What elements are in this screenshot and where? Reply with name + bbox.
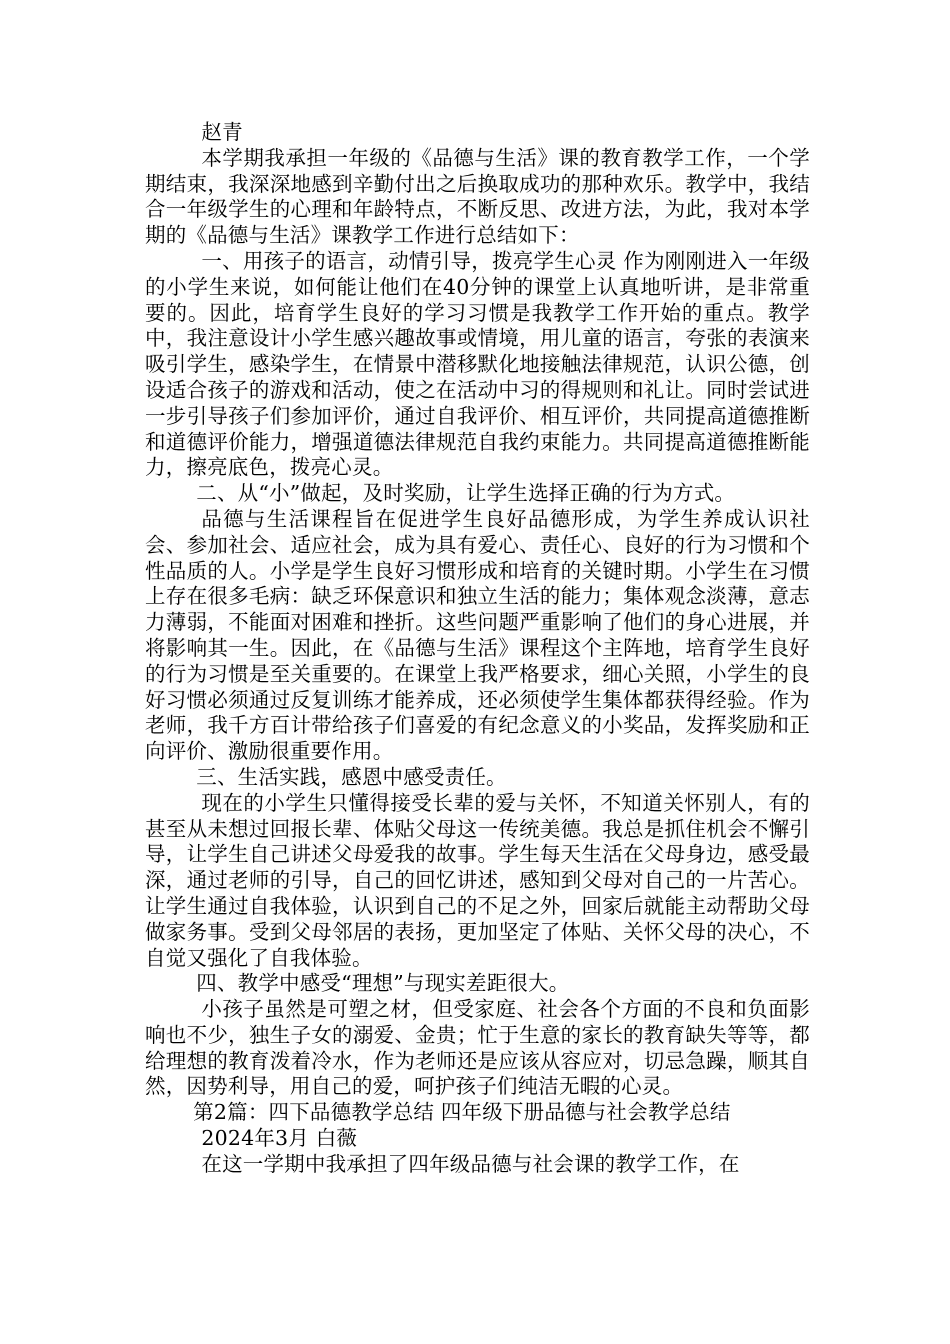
- article-two-title: 第2篇：四下品德教学总结 四年级下册品德与社会教学总结: [193, 1100, 731, 1125]
- author-name: 赵青: [201, 120, 243, 144]
- section-four-heading: 四、教学中感受“理想”与现实差距很大。: [196, 971, 570, 996]
- section-two-heading: 二、从“小”做起，及时奖励，让学生选择正确的行为方式。: [196, 481, 736, 506]
- article-two-opening-paragraph: 在这一学期中我承担了四年级品德与社会课的教学工作，在: [201, 1151, 740, 1176]
- section-four-paragraph: 小孩子虽然是可塑之材，但受家庭、社会各个方面的不良和负面影响也不少，独生子女的溺爱、金贵；忙于生意的家长的教育缺失等等，都给理想的教育泼着冷水，作为老师还是应该从容应对，切忌急躁，顺其自然，因势利导，用自己的爱，呵护孩子们纯洁无暇的心灵。: [145, 997, 810, 1099]
- section-three-heading: 三、生活实践，感恩中感受责任。: [196, 764, 507, 789]
- article-two-date-author: 2024年3月 白薇: [201, 1126, 358, 1151]
- document-page: [145, 120, 810, 1178]
- section-one-paragraph: 一、用孩子的语言，动情引导，拨亮学生心灵 作为刚刚进入一年级的小学生来说，如何能让他们在40分钟的课堂上认真地听讲，是非常重要的。因此，培育学生良好的学习习惯是我教学工作开始的重点。教学中，我注意设计小学生感兴趣故事或情境，用儿童的语言，夸张的表演来吸引学生，感染学生，在情景中潜移默化地接触法律规范，认识公德，创设适合孩子的游戏和活动，使之在活动中习的得规则和礼让。同时尝试进一步引导孩子们参加评价，通过自我评价、相互评价，共同提高道德推断和道德评价能力，增强道德法律规范自我约束能力。共同提高道德推断能力，擦亮底色，拨亮心灵。: [145, 248, 810, 480]
- section-two-paragraph: 品德与生活课程旨在促进学生良好品德形成，为学生养成认识社会、参加社会、适应社会，成为具有爱心、责任心、良好的行为习惯和个性品质的人。小学是学生良好习惯形成和培育的关键时期。小学生在习惯上存在很多毛病：缺乏环保意识和独立生活的能力；集体观念淡薄，意志力薄弱，不能面对困难和挫折。这些问题严重影响了他们的身心进展，并将影响其一生。因此，在《品德与生活》课程这个主阵地，培育学生良好的行为习惯是至关重要的。在课堂上我严格要求，细心关照，小学生的良好习惯必须通过反复训练才能养成，还必须使学生集体都获得经验。作为老师，我千方百计带给孩子们喜爱的有纪念意义的小奖品，发挥奖励和正向评价、激励很重要作用。: [145, 506, 810, 764]
- intro-paragraph: 本学期我承担一年级的《品德与生活》课的教育教学工作，一个学期结束，我深深地感到辛勤付出之后换取成功的那种欢乐。教学中，我结合一年级学生的心理和年龄特点，不断反思、改进方法，为此，我对本学期的《品德与生活》课教学工作进行总结如下：: [145, 145, 810, 248]
- section-three-paragraph: 现在的小学生只懂得接受长辈的爱与关怀，不知道关怀别人，有的甚至从未想过回报长辈、体贴父母这一传统美德。我总是抓住机会不懈引导，让学生自己讲述父母爱我的故事。学生每天生活在父母身边，感受最深，通过老师的引导，自己的回忆讲述，感知到父母对自己的一片苦心。让学生通过自我体验，认识到自己的不足之外，回家后就能主动帮助父母做家务事。受到父母邻居的表扬，更加坚定了体贴、关怀父母的决心，不自觉又强化了自我体验。: [145, 790, 810, 970]
